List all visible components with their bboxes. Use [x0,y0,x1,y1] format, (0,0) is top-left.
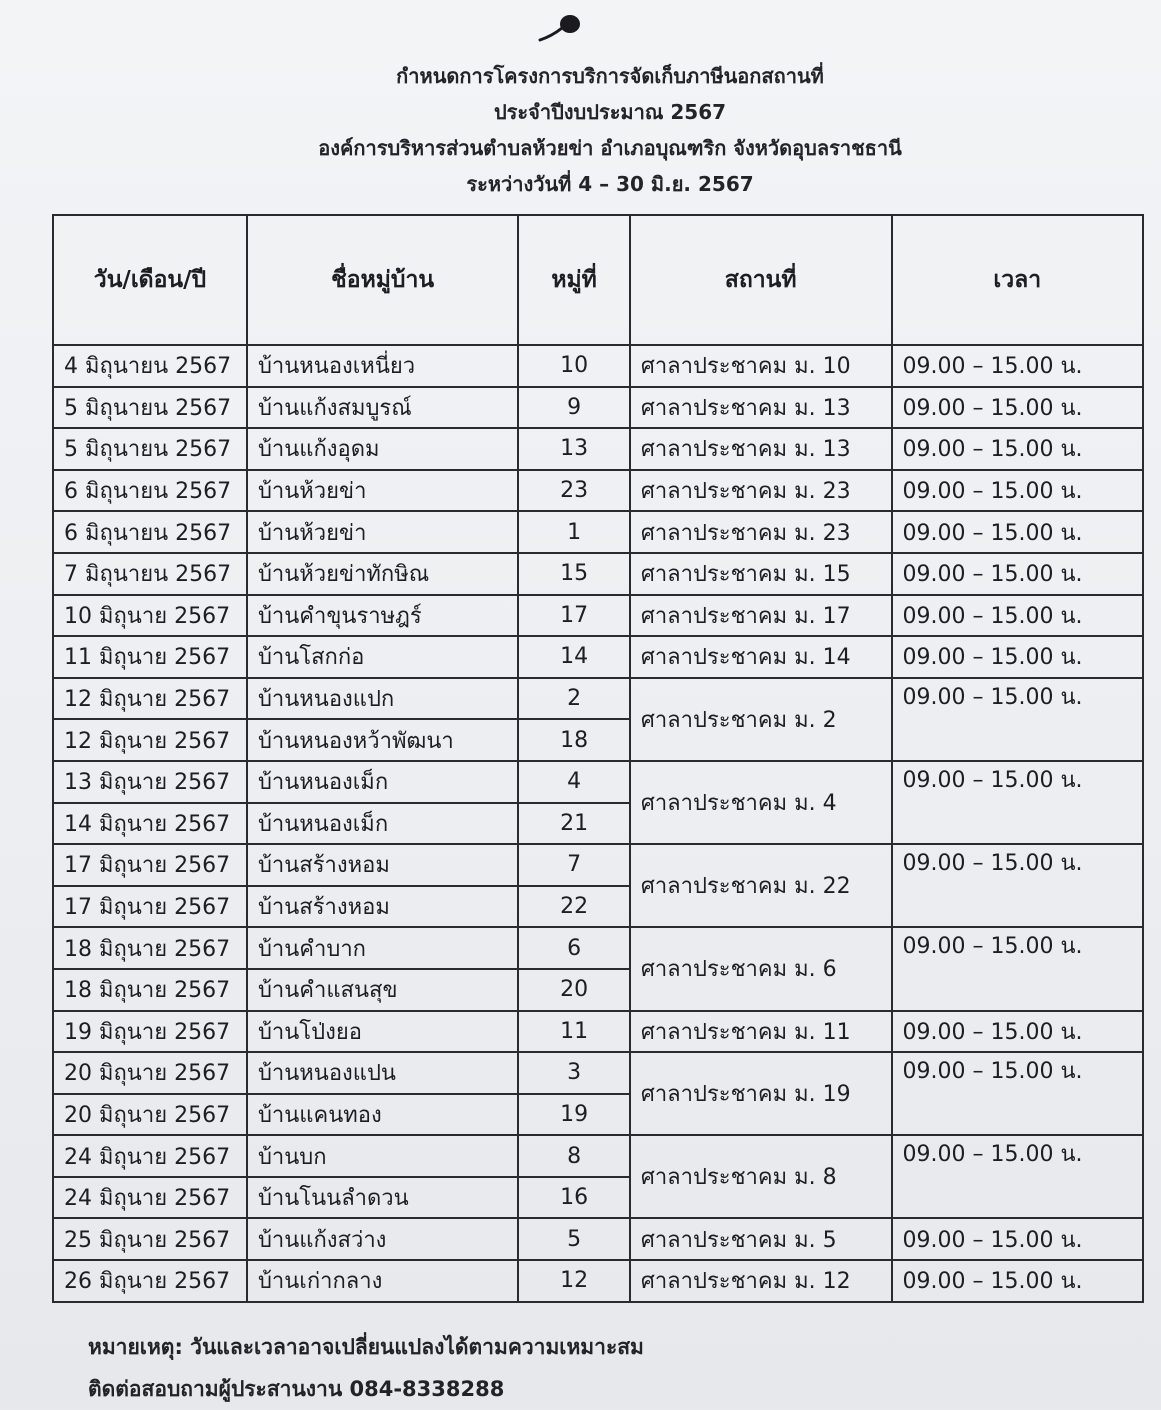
cell-village: บ้านหนองเม็ก [247,803,518,845]
table-row [53,511,1143,553]
cell-date: 14 มิถุนาย 2567 [53,803,247,845]
cell-village: บ้านโนนลำดวน [247,1177,518,1219]
cell-date: 25 มิถุนาย 2567 [53,1218,247,1260]
cell-place: ศาลาประชาคม ม. 11 [630,1011,892,1053]
cell-date: 11 มิถุนาย 2567 [53,636,247,678]
cell-place: ศาลาประชาคม ม. 22 [630,844,892,927]
table-row [53,595,1143,637]
cell-village: บ้านโสกก่อ [247,636,518,678]
cell-time: 09.00 – 15.00 น. [892,511,1143,553]
cell-village: บ้านหนองแปก [247,678,518,720]
cell-moo: 20 [518,969,630,1011]
table-row [53,927,1143,969]
table-row [53,387,1143,429]
cell-village: บ้านโป่งยอ [247,1011,518,1053]
cell-date: 13 มิถุนาย 2567 [53,761,247,803]
cell-time: 09.00 – 15.00 น. [892,345,1143,387]
pushpin-icon [538,10,588,44]
cell-time: 09.00 – 15.00 น. [892,428,1143,470]
cell-date: 18 มิถุนาย 2567 [53,927,247,969]
table-row [53,1135,1143,1177]
header-organization: องค์การบริหารส่วนตำบลห้วยข่า อำเภอบุณฑริก จังหวัดอุบลราชธานี [318,136,902,160]
table-row [53,636,1143,678]
cell-place: ศาลาประชาคม ม. 4 [630,761,892,844]
cell-village: บ้านหนองเหนี่ยว [247,345,518,387]
note-remark: หมายเหตุ: วันและเวลาอาจเปลี่ยนแปลงได้ตามความเหมาะสม [88,1335,644,1359]
cell-village: บ้านแคนทอง [247,1094,518,1136]
schedule-table [52,214,1144,1303]
table-row [53,470,1143,512]
cell-place: ศาลาประชาคม ม. 13 [630,387,892,429]
cell-moo: 10 [518,345,630,387]
cell-date: 20 มิถุนาย 2567 [53,1094,247,1136]
table-row [53,1218,1143,1260]
cell-date: 12 มิถุนาย 2567 [53,719,247,761]
cell-place: ศาลาประชาคม ม. 15 [630,553,892,595]
cell-moo: 9 [518,387,630,429]
cell-date: 6 มิถุนายน 2567 [53,511,247,553]
column-header-moo: หมู่ที่ [518,215,630,345]
cell-moo: 23 [518,470,630,512]
cell-time: 09.00 – 15.00 น. [892,1052,1143,1135]
cell-moo: 15 [518,553,630,595]
cell-date: 4 มิถุนายน 2567 [53,345,247,387]
cell-moo: 6 [518,927,630,969]
cell-time: 09.00 – 15.00 น. [892,1135,1143,1218]
cell-date: 24 มิถุนาย 2567 [53,1135,247,1177]
cell-date: 10 มิถุนาย 2567 [53,595,247,637]
cell-date: 24 มิถุนาย 2567 [53,1177,247,1219]
cell-place: ศาลาประชาคม ม. 17 [630,595,892,637]
cell-time: 09.00 – 15.00 น. [892,1218,1143,1260]
cell-time: 09.00 – 15.00 น. [892,1011,1143,1053]
cell-date: 26 มิถุนาย 2567 [53,1260,247,1302]
table-row [53,1260,1143,1302]
cell-moo: 18 [518,719,630,761]
table-row [53,844,1143,886]
cell-date: 17 มิถุนาย 2567 [53,886,247,928]
cell-moo: 5 [518,1218,630,1260]
cell-village: บ้านแก้งอุดม [247,428,518,470]
cell-moo: 1 [518,511,630,553]
cell-moo: 21 [518,803,630,845]
cell-village: บ้านหนองเม็ก [247,761,518,803]
cell-village: บ้านคำบาก [247,927,518,969]
cell-time: 09.00 – 15.00 น. [892,595,1143,637]
cell-village: บ้านห้วยข่าทักษิณ [247,553,518,595]
cell-moo: 8 [518,1135,630,1177]
cell-village: บ้านหนองแปน [247,1052,518,1094]
cell-time: 09.00 – 15.00 น. [892,844,1143,927]
cell-place: ศาลาประชาคม ม. 14 [630,636,892,678]
document-header [300,58,920,202]
column-header-time: เวลา [892,215,1143,345]
cell-date: 17 มิถุนาย 2567 [53,844,247,886]
table-row [53,345,1143,387]
table-row [53,1052,1143,1094]
cell-moo: 13 [518,428,630,470]
cell-place: ศาลาประชาคม ม. 2 [630,678,892,761]
cell-date: 12 มิถุนาย 2567 [53,678,247,720]
header-title: กำหนดการโครงการบริการจัดเก็บภาษีนอกสถานที่ [396,64,824,88]
cell-moo: 3 [518,1052,630,1094]
cell-village: บ้านคำแสนสุข [247,969,518,1011]
cell-village: บ้านคำขุนราษฎร์ [247,595,518,637]
cell-time: 09.00 – 15.00 น. [892,387,1143,429]
cell-moo: 16 [518,1177,630,1219]
cell-date: 5 มิถุนายน 2567 [53,428,247,470]
cell-village: บ้านบก [247,1135,518,1177]
cell-village: บ้านสร้างหอม [247,844,518,886]
cell-place: ศาลาประชาคม ม. 23 [630,511,892,553]
table-header-row [53,215,1143,345]
cell-time: 09.00 – 15.00 น. [892,927,1143,1010]
footer-notes [88,1326,644,1410]
cell-date: 19 มิถุนาย 2567 [53,1011,247,1053]
cell-place: ศาลาประชาคม ม. 8 [630,1135,892,1218]
table-row [53,1011,1143,1053]
cell-date: 20 มิถุนาย 2567 [53,1052,247,1094]
cell-moo: 14 [518,636,630,678]
note-contact: ติดต่อสอบถามผู้ประสานงาน 084-8338288 [88,1377,505,1401]
cell-time: 09.00 – 15.00 น. [892,1260,1143,1302]
cell-place: ศาลาประชาคม ม. 23 [630,470,892,512]
cell-moo: 7 [518,844,630,886]
cell-village: บ้านสร้างหอม [247,886,518,928]
cell-village: บ้านห้วยข่า [247,511,518,553]
cell-moo: 22 [518,886,630,928]
cell-village: บ้านเก่ากลาง [247,1260,518,1302]
table-row [53,553,1143,595]
cell-place: ศาลาประชาคม ม. 13 [630,428,892,470]
column-header-date: วัน/เดือน/ปี [53,215,247,345]
cell-moo: 2 [518,678,630,720]
cell-time: 09.00 – 15.00 น. [892,761,1143,844]
cell-moo: 12 [518,1260,630,1302]
cell-place: ศาลาประชาคม ม. 6 [630,927,892,1010]
cell-place: ศาลาประชาคม ม. 5 [630,1218,892,1260]
cell-village: บ้านแก้งสมบูรณ์ [247,387,518,429]
table-row [53,761,1143,803]
cell-date: 7 มิถุนายน 2567 [53,553,247,595]
cell-time: 09.00 – 15.00 น. [892,553,1143,595]
cell-village: บ้านห้วยข่า [247,470,518,512]
header-date-range: ระหว่างวันที่ 4 – 30 มิ.ย. 2567 [466,172,754,196]
header-fiscal-year: ประจำปีงบประมาณ 2567 [493,100,727,124]
cell-time: 09.00 – 15.00 น. [892,636,1143,678]
cell-moo: 17 [518,595,630,637]
cell-time: 09.00 – 15.00 น. [892,470,1143,512]
cell-place: ศาลาประชาคม ม. 12 [630,1260,892,1302]
column-header-place: สถานที่ [630,215,892,345]
cell-place: ศาลาประชาคม ม. 19 [630,1052,892,1135]
table-row [53,428,1143,470]
cell-moo: 4 [518,761,630,803]
cell-date: 18 มิถุนาย 2567 [53,969,247,1011]
cell-date: 6 มิถุนายน 2567 [53,470,247,512]
column-header-village: ชื่อหมู่บ้าน [247,215,518,345]
table-row [53,678,1143,720]
cell-date: 5 มิถุนายน 2567 [53,387,247,429]
cell-time: 09.00 – 15.00 น. [892,678,1143,761]
cell-place: ศาลาประชาคม ม. 10 [630,345,892,387]
cell-moo: 11 [518,1011,630,1053]
cell-moo: 19 [518,1094,630,1136]
cell-village: บ้านแก้งสว่าง [247,1218,518,1260]
cell-village: บ้านหนองหว้าพัฒนา [247,719,518,761]
